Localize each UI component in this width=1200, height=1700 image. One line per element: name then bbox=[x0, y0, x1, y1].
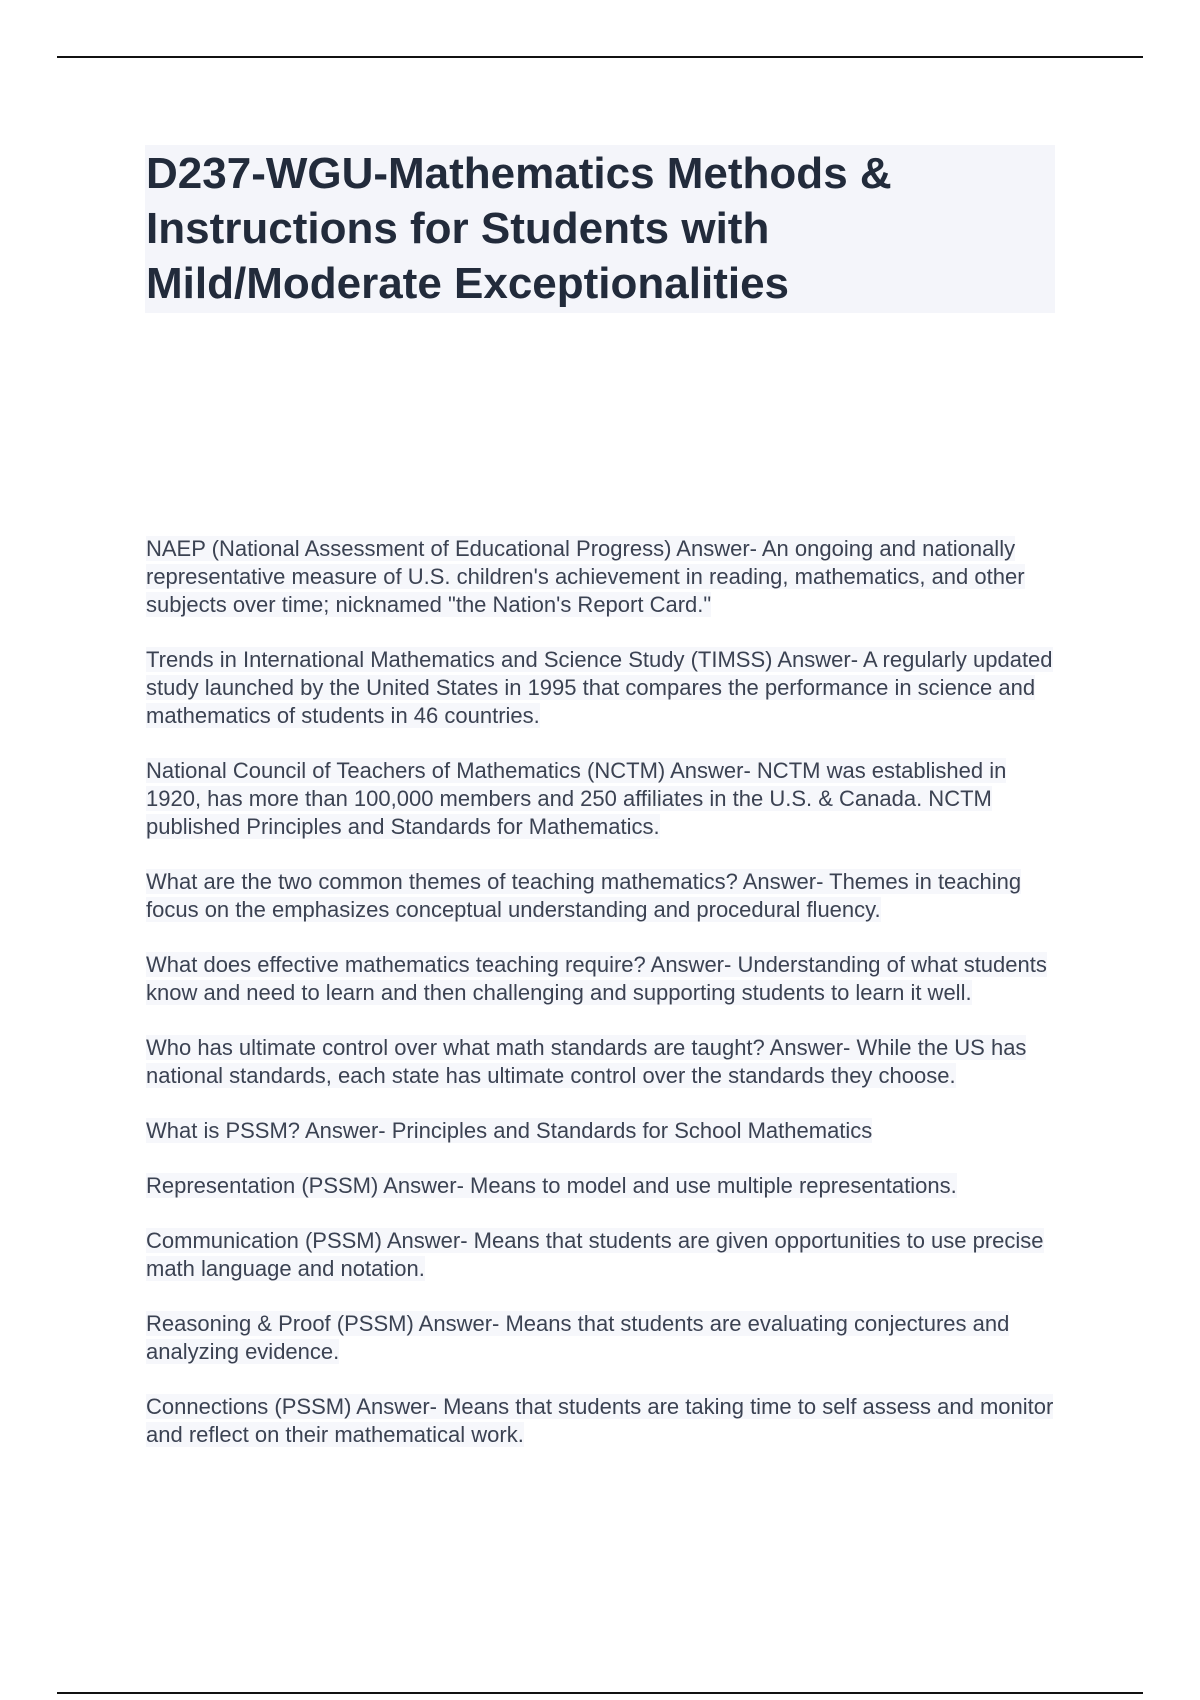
qa-item-text: Connections (PSSM) Answer- Means that students are taking time to self assess and monitor and reflect on their mathematical work. bbox=[146, 1394, 1054, 1447]
qa-list bbox=[146, 535, 1066, 1476]
qa-item-text: What are the two common themes of teaching mathematics? Answer- Themes in teaching focus on the emphasizes conceptual understanding and procedural fluency. bbox=[146, 869, 1022, 922]
qa-item-connections bbox=[146, 1393, 1066, 1449]
qa-item-nctm bbox=[146, 757, 1066, 841]
document-title: D237-WGU-Mathematics Methods & Instructions for Students with Mild/Moderate Exceptionalities bbox=[146, 149, 892, 308]
qa-item-standards-control bbox=[146, 1034, 1066, 1090]
qa-item-naep bbox=[146, 535, 1066, 619]
qa-item-text: NAEP (National Assessment of Educational Progress) Answer- An ongoing and nationally representative measure of U.S. children's achievement in reading, mathematics, and other subjects over time; nicknamed "the Nation's Report Card." bbox=[146, 536, 1025, 617]
qa-item-effective-teaching bbox=[146, 951, 1066, 1007]
qa-item-text: What is PSSM? Answer- Principles and Standards for School Mathematics bbox=[146, 1118, 873, 1143]
qa-item-text: Communication (PSSM) Answer- Means that students are given opportunities to use precise math language and notation. bbox=[146, 1228, 1044, 1281]
page-top-rule bbox=[57, 56, 1143, 58]
qa-item-text: Who has ultimate control over what math standards are taught? Answer- While the US has national standards, each state has ultimate control over the standards they choose. bbox=[146, 1035, 1027, 1088]
page-bottom-rule bbox=[57, 1692, 1143, 1694]
qa-item-representation bbox=[146, 1172, 1066, 1200]
qa-item-text: Trends in International Mathematics and Science Study (TIMSS) Answer- A regularly updated study launched by the United States in 1995 that compares the performance in science and mathematics of students in 46 countries. bbox=[146, 647, 1053, 728]
qa-item-text: Representation (PSSM) Answer- Means to model and use multiple representations. bbox=[146, 1173, 957, 1198]
qa-item-pssm bbox=[146, 1117, 1066, 1145]
qa-item-themes bbox=[146, 868, 1066, 924]
qa-item-text: Reasoning & Proof (PSSM) Answer- Means that students are evaluating conjectures and analyzing evidence. bbox=[146, 1311, 1010, 1364]
qa-item-communication bbox=[146, 1227, 1066, 1283]
qa-item-timss bbox=[146, 646, 1066, 730]
qa-item-text: What does effective mathematics teaching require? Answer- Understanding of what students know and need to learn and then challenging and supporting students to learn it well. bbox=[146, 952, 1047, 1005]
qa-item-text: National Council of Teachers of Mathematics (NCTM) Answer- NCTM was established in 1920, has more than 100,000 members and 250 affiliates in the U.S. & Canada. NCTM published Principles and Standards for Mathematics. bbox=[146, 758, 1007, 839]
qa-item-reasoning-proof bbox=[146, 1310, 1066, 1366]
